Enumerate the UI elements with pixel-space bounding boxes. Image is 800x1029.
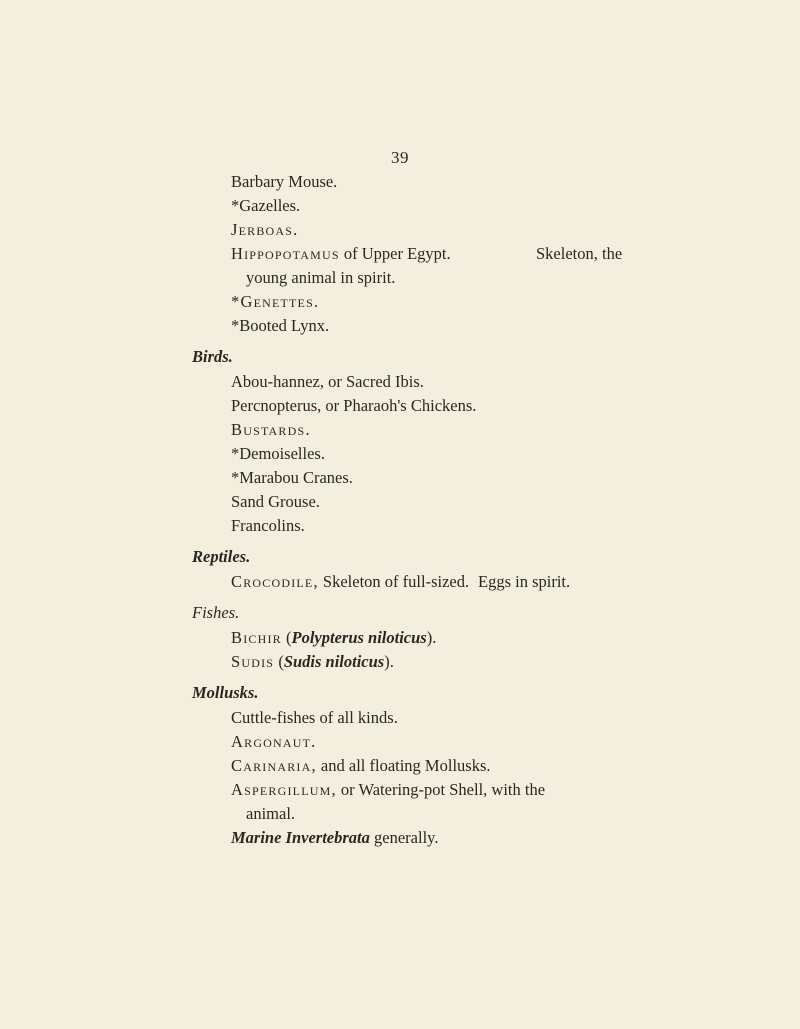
list-item: Sand Grouse.	[231, 492, 320, 511]
list-item: Abou-hannez, or Sacred Ibis.	[231, 372, 424, 391]
list-item: Barbary Mouse.	[231, 172, 338, 191]
page-number: 39	[391, 148, 409, 167]
item-name: Hippopotamus	[231, 244, 340, 263]
section-heading-birds: Birds.	[192, 347, 233, 366]
item-text: or Watering-pot Shell, with the	[336, 780, 546, 799]
list-item: *Genettes.	[231, 292, 320, 311]
item-text: of Upper Egypt.	[339, 244, 451, 263]
item-continuation: young animal in spirit.	[246, 268, 396, 287]
item-note: Skeleton, the	[536, 244, 623, 263]
list-item	[231, 652, 394, 672]
scientific-name: Sudis niloticus	[283, 652, 385, 671]
list-item	[231, 780, 545, 800]
list-item: Jerboas.	[231, 220, 299, 239]
list-item: Argonaut.	[231, 732, 317, 751]
section-heading-reptiles: Reptiles.	[192, 547, 251, 566]
section-heading-fishes: Fishes.	[192, 603, 240, 622]
emphasized-term: Marine Invertebrata	[231, 828, 370, 847]
item-name: Bichir	[231, 628, 282, 647]
section-heading-mollusks: Mollusks.	[192, 683, 259, 702]
item-text: Skeleton of full-sized.	[318, 572, 470, 591]
scientific-name: Polypterus niloticus	[291, 628, 427, 647]
paren-open: (	[281, 628, 292, 647]
paren-close: ).	[384, 652, 394, 671]
paren-open: (	[274, 652, 284, 671]
list-item: Percnopterus, or Pharaoh's Chickens.	[231, 396, 477, 415]
paren-close: ).	[426, 628, 437, 647]
list-item	[231, 244, 451, 264]
item-name: Carinaria,	[231, 756, 317, 775]
list-item: *Booted Lynx.	[231, 316, 330, 335]
item-text: and all floating Mollusks.	[316, 756, 491, 775]
list-item: Bustards.	[231, 420, 311, 439]
list-item: *Marabou Cranes.	[231, 468, 353, 487]
list-item	[231, 628, 436, 648]
item-continuation: animal.	[246, 804, 296, 823]
item-name: Sudis	[231, 652, 275, 671]
list-item	[231, 828, 438, 848]
item-text: generally.	[369, 828, 439, 847]
list-item: *Gazelles.	[231, 196, 301, 215]
item-note: Eggs in spirit.	[478, 572, 571, 591]
list-item: Francolins.	[231, 516, 305, 535]
list-item	[231, 756, 491, 776]
list-item: Cuttle-fishes of all kinds.	[231, 708, 398, 727]
list-item	[231, 572, 469, 592]
list-item: *Demoiselles.	[231, 444, 325, 463]
item-name: Aspergillum,	[231, 780, 337, 799]
item-name: Crocodile,	[231, 572, 319, 591]
